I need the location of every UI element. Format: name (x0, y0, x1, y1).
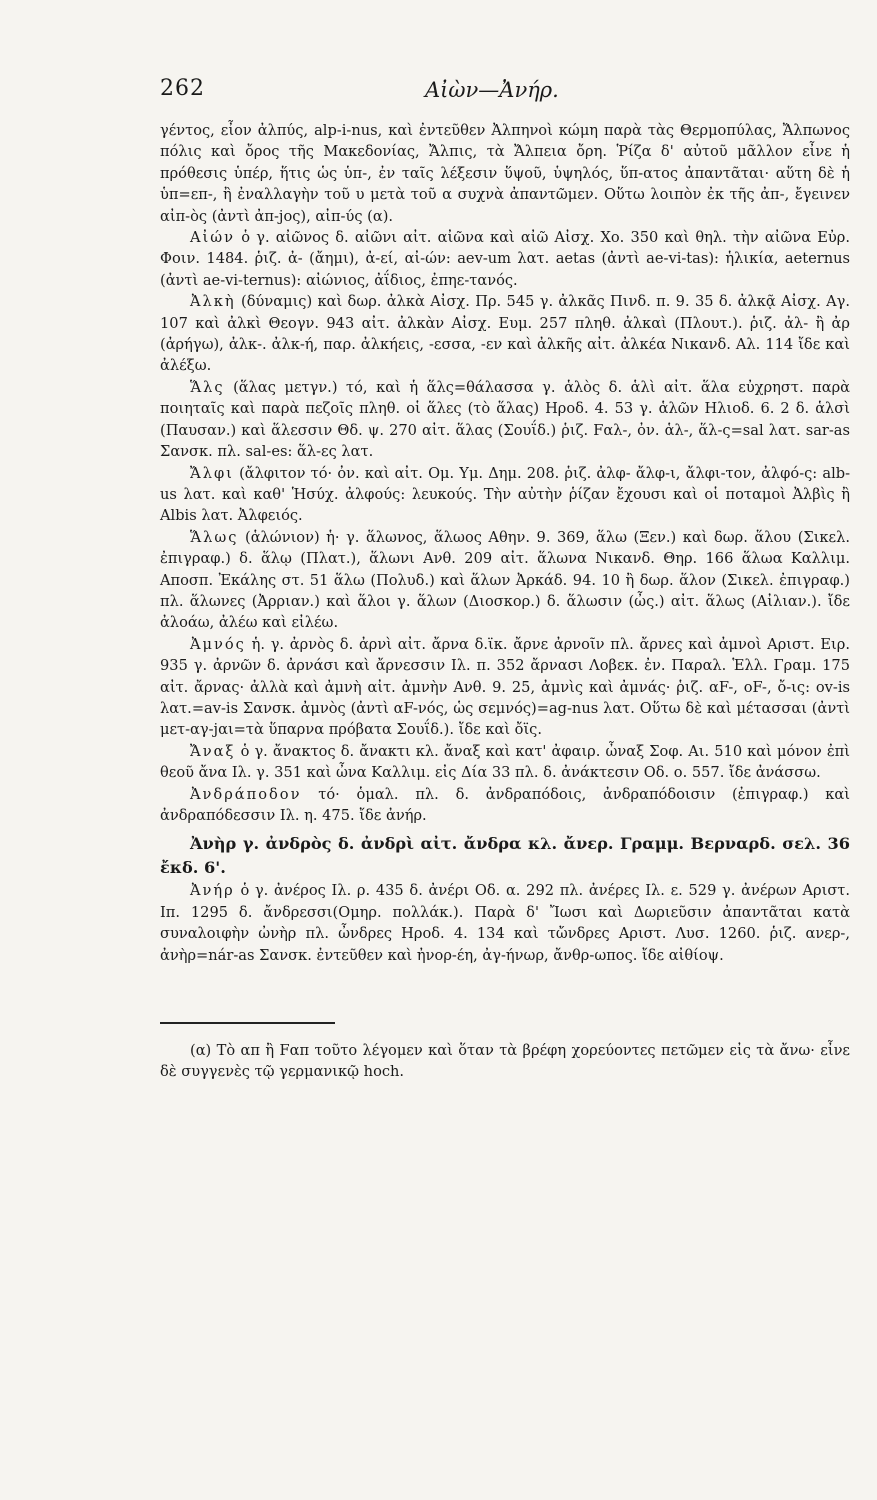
lemma: Ἀνήρ (190, 882, 235, 900)
lemma: Ἅλως (190, 528, 239, 546)
entry-alke: Ἀλκὴ (δύναμις) καὶ δωρ. ἀλκὰ Αἰσχ. Πρ. 545 γ. ἀλκᾶς Πινδ. π. 9. 35 δ. ἀλκᾷ Αἰσχ. Αγ. 107 καὶ ἀλκὶ Θεογν. 943 αἰτ. ἀλκὰν Αἰσχ. Ευμ. 257 πληθ. ἀλκαὶ (Πλουτ.). ῥιζ. ἀλ- ἢ ἀρ (ἀρήγω), ἀλκ-. ἀλκ-ή, παρ. ἀλκήεις, -εσσα, -εν καὶ ἀλκῆς αἰτ. ἀλκέα Νικανδ. Αλ. 114 ἴδε καὶ ἀλέξω. (160, 293, 850, 375)
lemma: Ἀνδράποδον (190, 785, 302, 803)
lemma: Ἄναξ (190, 742, 236, 760)
page-header (160, 76, 847, 116)
main-text (160, 120, 850, 966)
entry-halos: Ἅλως (ἁλώνιον) ἡ· γ. ἅλωνος, ἅλωος Αθην. 9. 369, ἅλω (Ξεν.) καὶ δωρ. ἅλου (Σικελ. ἐπιγραφ.) δ. ἅλῳ (Πλατ.), ἅλωνι Ανθ. 209 αἰτ. ἅλωνα Νικανδ. Θηρ. 166 ἅλωα Καλλιμ. Αποσπ. Ἐκάλης στ. 51 ἅλω (Πολυδ.) καὶ ἅλων Ἀρκάδ. 94. 10 ἢ δωρ. ἅλον (Σικελ. ἐπιγραφ.) πλ. ἅλωνες (Ἀρριαν.) καὶ ἅλοι γ. ἅλων (Διοσκορ.) δ. ἅλωσιν (ὦς.) αἰτ. ἅλως (Αἰλιαν.). ἴδε ἀλοάω, ἀλέω καὶ εἰλέω. (160, 528, 851, 632)
running-head: Αἰὼν—Ἀνήρ. (425, 78, 559, 102)
lemma: Ἀμνός (190, 635, 246, 653)
entry-amnos: Ἀμνός ἡ. γ. ἀρνὸς δ. ἀρνὶ αἰτ. ἄρνα δ.ϊκ. ἄρνε ἀρνοῖν πλ. ἄρνες καὶ ἀμνοὶ Αριστ. Ειρ. 935 γ. ἀρνῶν δ. ἀρνάσι καὶ ἄρνεσσιν Ιλ. π. 352 ἄρνασι Λοβεκ. ἐν. Παραλ. Ἑλλ. Γραμ. 175 αἰτ. ἄρνας· ἀλλὰ καὶ ἀμνὴ αἰτ. ἀμνὴν Ανθ. 9. 25, ἀμνὶς καὶ ἀμνάς· ῥιζ. αF-, οF-, ὄ-ις: ov-is λατ.=av-is Σανσκ. ἀμνὸς (ἀντὶ αF-νός, ὡς σεμνός)=ag-nus λατ. Οὕτω δὲ καὶ μέτασσαι (ἀντὶ μετ-αγ-jαι=τὰ ὕπαρνα πρόβατα Σουΐδ.). ἴδε καὶ ὄϊς. (160, 635, 850, 739)
lemma: Ἀλκὴ (190, 293, 236, 311)
entry-continuation: γέντος, εἶον ἀλπύς, alp-i-nus, καὶ ἐντεῦθεν Ἀλπηνοὶ κώμη παρὰ τὰς Θερμοπύλας, Ἄλπωνος πόλις καὶ ὄρος τῆς Μακεδονίας, Ἄλπις, τὰ Ἄλπεια ὄρη. Ῥίζα δ' αὐτοῦ μᾶλλον εἶνε ἡ πρόθεσις ὑπέρ, ἥτις ὡς ὑπ-, ἐν ταῖς λέξεσιν ὕψοῦ, ὑψηλός, ὕπ-ατος ἀπαντᾶται· αὕτη δὲ ἡ ὑπ=επ-, ἢ ἐναλλαγὴν τοῦ υ μετὰ τοῦ α συχνὰ ἀπαντῶμεν. Οὕτω λοιπὸν ἐκ τῆς ἀπ-, ἔγεινεν αἰπ-ὸς (ἀντὶ ἀπ-jος), αἰπ-ύς (α). (160, 122, 850, 225)
entry-aion: Αἰών ὁ γ. αἰῶνος δ. αἰῶνι αἰτ. αἰῶνα καὶ αἰῶ Αἰσχ. Χο. 350 καὶ θηλ. τὴν αἰῶνα Εὐρ. Φοιν. 1484. ῥιζ. ἀ- (ἄημι), ἀ-εί, αἰ-ών: aev-um λατ. aetas (ἀντὶ ae-vi-tas): ἡλικία, aeternus (ἀντὶ ae-vi-ternus): αἰώνιος, ἀΐδιος, ἐπηε-τανός. (160, 229, 851, 289)
entry-hals: Ἅλς (ἅλας μετγν.) τό, καὶ ἡ ἅλς=θάλασσα γ. ἁλὸς δ. ἁλὶ αἰτ. ἅλα εὐχρηστ. παρὰ ποιηταῖς καὶ παρὰ πεζοῖς πληθ. οἱ ἅλες (τὸ ἅλας) Ηροδ. 4. 53 γ. ἁλῶν Ηλιοδ. 6. 2 δ. ἁλσὶ (Παυσαν.) καὶ ἅλεσσιν Θδ. ψ. 270 αἰτ. ἅλας (Σουΐδ.) ῥιζ. Fαλ-, ὀν. ἁλ-, ἅλ-ς=sal λατ. sar-as Σανσκ. πλ. sal-es: ἅλ-ες λατ. (160, 378, 851, 461)
lemma: Αἰών (190, 229, 236, 247)
entry-andrapodon: Ἀνδράποδον τό· ὁμαλ. πλ. δ. ἀνδραπόδοις, ἀνδραπόδοισιν (ἐπιγραφ.) καὶ ἀνδραπόδεσσιν Ιλ. η. 475. ἴδε ἀνήρ. (160, 785, 851, 824)
footnote: (α) Τὸ απ ἢ Fαπ τοῦτο λέγομεν καὶ ὅταν τὰ βρέφη χορεύοντες πετῶμεν εἰς τὰ ἄνω· εἶνε δὲ συγγενὲς τῷ γερμανικῷ hoch. (160, 1042, 850, 1081)
lemma: Ἄλφι (190, 464, 234, 482)
footnote-rule (160, 1022, 335, 1024)
entry-aner: Ἀνήρ ὁ γ. ἀνέρος Ιλ. ρ. 435 δ. ἀνέρι Οδ. α. 292 πλ. ἀνέρες Ιλ. ε. 529 γ. ἀνέρων Αριστ. Ιπ. 1295 δ. ἄνδρεσσι(Ομηρ. πολλάκ.). Παρὰ δ' Ἴωσι καὶ Δωριεῦσιν ἀπαντᾶται κατὰ συναλοιφὴν ὠνὴρ πλ. ὦνδρες Ηροδ. 4. 134 καὶ τὤνδρες Αριστ. Λυσ. 1260. ῥιζ. ανερ-, ἀνὴρ=nár-as Σανσκ. ἐντεῦθεν καὶ ἠνορ-έη, ἀγ-ήνωρ, ἄνθρ-ωπος. ἴδε αἰθίοψ. (160, 882, 850, 964)
entry-alphi: Ἄλφι (ἄλφιτον τό· ὀν. καὶ αἰτ. Ομ. Υμ. Δημ. 208. ῥιζ. ἀλφ- ἄλφ-ι, ἄλφι-τον, ἀλφό-ς: alb-us λατ. καὶ καθ' Ἡσύχ. ἀλφούς: λευκούς. Τὴν αὐτὴν ῥίζαν ἔχουσι καὶ οἱ ποταμοὶ Ἀλβὶς ἢ Albis λατ. Ἀλφειός. (160, 464, 851, 525)
entry-aner-headline: Ἀνὴρ γ. ἀνδρὸς δ. ἀνδρὶ αἰτ. ἄνδρα κλ. ἄνερ. Γραμμ. Βερναρδ. σελ. 36 ἔκδ. 6'. (160, 834, 850, 878)
entry-anax: Ἄναξ ὁ γ. ἄνακτος δ. ἄνακτι κλ. ἄναξ καὶ κατ' ἀφαιρ. ὦναξ Σοφ. Αι. 510 καὶ μόνον ἐπὶ θεοῦ ἄνα Ιλ. γ. 351 καὶ ὦνα Καλλιμ. εἰς Δία 33 πλ. δ. ἀνάκτεσιν Οδ. ο. 557. ἴδε ἀνάσσω. (160, 742, 850, 782)
lemma: Ἅλς (190, 378, 225, 396)
page-number: 262 (160, 76, 205, 101)
